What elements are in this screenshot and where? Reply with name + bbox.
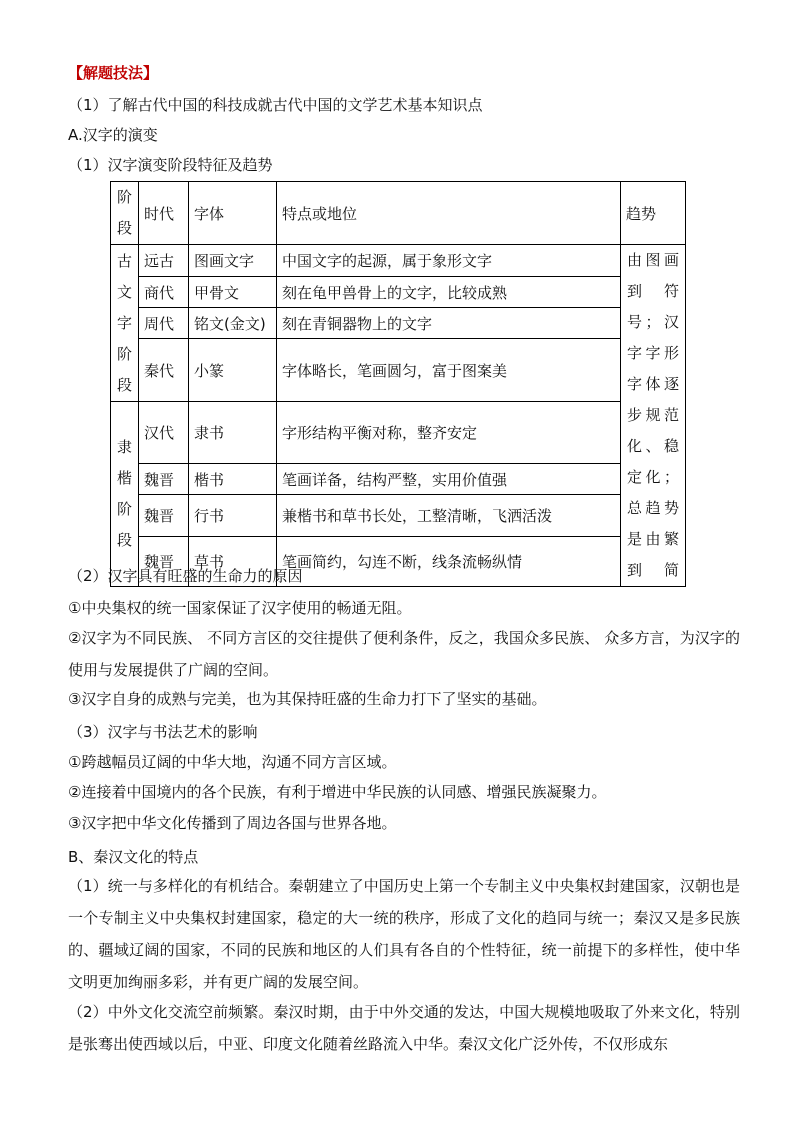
stage-ancient-script: 古文字阶段 <box>111 245 139 402</box>
cell-feature: 刻在青铜器物上的文字 <box>277 308 621 339</box>
table-row <box>111 402 686 464</box>
trend-cell: 由图画到符号；汉字字形字体逐步规范化、稳定化；总趋势是由繁到简 <box>621 245 686 587</box>
header-trend: 趋势 <box>621 182 686 245</box>
table-header-row <box>111 182 686 245</box>
header-stage: 阶段 <box>111 182 139 245</box>
sub2-point-2: ②汉字为不同民族、 不同方言区的交往提供了便利条件，反之，我国众多民族、 众多方言，为汉字的使用与发展提供了广阔的空间。 <box>68 629 740 679</box>
sub1-title: （1）汉字演变阶段特征及趋势 <box>68 156 273 174</box>
table-row <box>111 339 686 402</box>
cell-font: 楷书 <box>189 464 277 495</box>
cell-era: 远古 <box>139 245 189 277</box>
stage-lishu-kaishu: 隶楷阶段 <box>111 402 139 587</box>
cell-era: 周代 <box>139 308 189 339</box>
cell-font: 草书 <box>189 537 277 587</box>
cell-era: 魏晋 <box>139 495 189 537</box>
cell-font: 隶书 <box>189 402 277 464</box>
cell-feature: 字形结构平衡对称，整齐安定 <box>277 402 621 464</box>
cell-feature: 笔画简约，勾连不断，线条流畅纵情 <box>277 537 621 587</box>
sub3-point-2: ②连接着中国境内的各个民族，有利于增进中华民族的认同感、增强民族凝聚力。 <box>68 783 607 801</box>
cell-feature: 字体略长，笔画圆匀，富于图案美 <box>277 339 621 402</box>
table-row <box>111 245 686 277</box>
header-font: 字体 <box>189 182 277 245</box>
cell-feature: 兼楷书和草书长处，工整清晰，飞洒活泼 <box>277 495 621 537</box>
sub2-title: （2）汉字具有旺盛的生命力的原因 <box>68 567 303 585</box>
table-row <box>111 277 686 308</box>
section-b-title: B、秦汉文化的特点 <box>68 848 199 866</box>
sub2-point-1: ①中央集权的统一国家保证了汉字使用的畅通无阻。 <box>68 599 412 617</box>
section-heading: 【解题技法】 <box>68 64 159 82</box>
cell-font: 行书 <box>189 495 277 537</box>
cell-feature: 中国文字的起源，属于象形文字 <box>277 245 621 277</box>
cell-feature: 笔画详备，结构严整，实用价值强 <box>277 464 621 495</box>
cell-feature: 刻在龟甲兽骨上的文字，比较成熟 <box>277 277 621 308</box>
section-b-point-2: （2）中外文化交流空前频繁。秦汉时期，由于中外交通的发达，中国大规模地吸取了外来文化，特别是张骞出使西域以后，中亚、印度文化随着丝路流入中华。秦汉文化广泛外传，不仅形成东 <box>68 1003 740 1053</box>
table-row <box>111 308 686 339</box>
cell-era: 秦代 <box>139 339 189 402</box>
intro-line: （1）了解古代中国的科技成就古代中国的文学艺术基本知识点 <box>68 96 483 114</box>
header-feature: 特点或地位 <box>277 182 621 245</box>
header-era: 时代 <box>139 182 189 245</box>
sub2-point-3: ③汉字自身的成熟与完美，也为其保持旺盛的生命力打下了坚实的基础。 <box>68 690 547 708</box>
sub3-point-3: ③汉字把中华文化传播到了周边各国与世界各地。 <box>68 814 397 832</box>
section-b-point-1: （1）统一与多样化的有机结合。秦朝建立了中国历史上第一个专制主义中央集权封建国家，汉朝也是一个专制主义中央集权封建国家，稳定的大一统的秩序，形成了文化的趋同与统一；秦汉又是多民族的、疆域辽阔的国家，不同的民族和地区的人们具有各自的个性特征，统一前提下的多样性，使中华文明更加绚丽多彩，并有更广阔的发展空间。 <box>68 877 740 991</box>
table-row <box>111 495 686 537</box>
hanzi-evolution-table <box>110 181 686 587</box>
cell-font: 图画文字 <box>189 245 277 277</box>
table-row <box>111 464 686 495</box>
cell-font: 小篆 <box>189 339 277 402</box>
cell-font: 甲骨文 <box>189 277 277 308</box>
sub3-point-1: ①跨越幅员辽阔的中华大地，沟通不同方言区域。 <box>68 753 397 771</box>
section-a-title: A.汉字的演变 <box>68 126 158 144</box>
cell-era: 魏晋 <box>139 464 189 495</box>
cell-era: 商代 <box>139 277 189 308</box>
cell-era: 汉代 <box>139 402 189 464</box>
cell-font: 铭文(金文) <box>189 308 277 339</box>
sub3-title: （3）汉字与书法艺术的影响 <box>68 723 258 741</box>
cell-era: 魏晋 <box>139 537 189 587</box>
